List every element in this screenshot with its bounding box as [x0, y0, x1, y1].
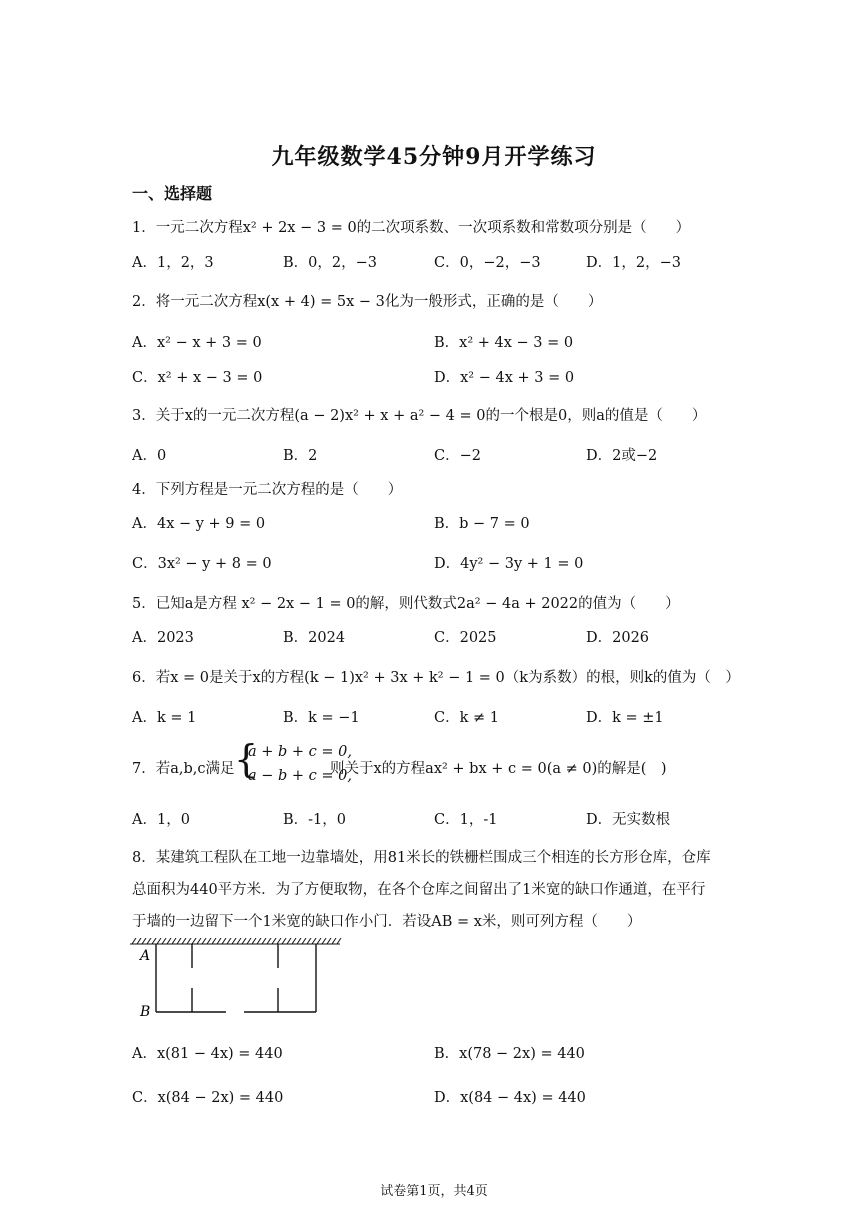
label-b: B	[140, 1004, 151, 1020]
hatch-mark	[207, 938, 211, 944]
hatch-mark	[312, 938, 316, 944]
q8-option-b: B．x(78 − 2x) = 440	[434, 1046, 585, 1062]
hatch-mark	[307, 938, 311, 944]
q4-option-c: C．3x² − y + 8 = 0	[132, 556, 272, 572]
hatch-mark	[317, 938, 321, 944]
q5-option-a: A．2023	[132, 630, 194, 646]
hatch-mark	[182, 938, 186, 944]
fence	[156, 944, 316, 1012]
hatch-mark	[217, 938, 221, 944]
q5-option-d: D．2026	[586, 630, 650, 646]
page-footer: 试卷第1页，共4页	[380, 1184, 488, 1199]
hatch-mark	[162, 938, 166, 944]
hatch-mark	[202, 938, 206, 944]
q7-option-c: C．1，-1	[434, 812, 498, 828]
system-brace: {	[234, 737, 259, 781]
hatch-mark	[227, 938, 231, 944]
q7-option-a: A．1，0	[132, 812, 190, 828]
question-5-stem: 5．已知a是方程 x² − 2x − 1 = 0的解，则代数式2a² − 4a + 2022的值为（ ）	[132, 596, 680, 612]
q7-option-b: B．-1，0	[283, 812, 347, 828]
question-7-stem-suffix: 则关于x的方程ax² + bx + c = 0(a ≠ 0)的解是( )	[330, 761, 667, 777]
q1-option-a: A．1，2，3	[132, 255, 214, 271]
hatch-mark	[332, 938, 336, 944]
q3-option-b: B．2	[283, 448, 318, 464]
q1-option-b: B．0，2，−3	[283, 255, 377, 271]
question-2-stem: 2．将一元二次方程x(x + 4) = 5x − 3化为一般形式，正确的是（ ）	[132, 294, 603, 310]
hatch-mark	[272, 938, 276, 944]
hatch-mark	[142, 938, 146, 944]
q6-option-b: B．k = −1	[283, 710, 360, 726]
q8-option-d: D．x(84 − 4x) = 440	[434, 1090, 586, 1106]
hatch-mark	[252, 938, 256, 944]
hatch-mark	[247, 938, 251, 944]
question-3-stem: 3．关于x的一元二次方程(a − 2)x² + x + a² − 4 = 0的一个根是0，则a的值是（ ）	[132, 408, 707, 424]
question-6-stem: 6．若x = 0是关于x的方程(k − 1)x² + 3x + k² − 1 = 0（k为系数）的根，则k的值为（ ）	[132, 670, 740, 686]
hatch-mark	[337, 938, 341, 944]
q4-option-a: A．4x − y + 9 = 0	[132, 516, 266, 532]
hatch-mark	[287, 938, 291, 944]
hatch-mark	[167, 938, 171, 944]
q3-option-a: A．0	[132, 448, 167, 464]
warehouse-diagram	[130, 938, 345, 1023]
hatch-mark	[242, 938, 246, 944]
q8-option-c: C．x(84 − 2x) = 440	[132, 1090, 284, 1106]
hatch-mark	[147, 938, 151, 944]
hatch-mark	[157, 938, 161, 944]
q2-option-b: B．x² + 4x − 3 = 0	[434, 335, 574, 351]
hatch-mark	[262, 938, 266, 944]
q1-option-c: C．0，−2，−3	[434, 255, 541, 271]
hatch-mark	[222, 938, 226, 944]
hatch-mark	[177, 938, 181, 944]
q4-option-d: D．4y² − 3y + 1 = 0	[434, 556, 584, 572]
hatch-mark	[212, 938, 216, 944]
q1-option-d: D．1，2，−3	[586, 255, 681, 271]
hatch-mark	[257, 938, 261, 944]
hatch-mark	[267, 938, 271, 944]
label-a: A	[140, 948, 151, 964]
system-equation-1: a + b + c = 0,	[248, 744, 352, 760]
hatch-mark	[137, 938, 141, 944]
question-8-line-3: 于墙的一边留下一个1米宽的缺口作小门．若设AB = x米，则可列方程（ ）	[132, 914, 642, 930]
question-8-line-1: 8．某建筑工程队在工地一边靠墙处，用81米长的铁栅栏围成三个相连的长方形仓库，仓库	[132, 850, 711, 866]
q7-option-d: D．无实数根	[586, 812, 671, 828]
question-7-stem-prefix: 7．若a,b,c满足	[132, 761, 235, 777]
hatch-mark	[152, 938, 156, 944]
hatch-mark	[132, 938, 136, 944]
wall-hatching	[132, 938, 341, 944]
q3-option-c: C．−2	[434, 448, 481, 464]
hatch-mark	[327, 938, 331, 944]
q2-option-a: A．x² − x + 3 = 0	[132, 335, 262, 351]
page-title: 九年级数学45分钟9月开学练习	[271, 144, 597, 170]
q4-option-b: B．b − 7 = 0	[434, 516, 530, 532]
q5-option-c: C．2025	[434, 630, 497, 646]
q6-option-a: A．k = 1	[132, 710, 197, 726]
hatch-mark	[302, 938, 306, 944]
system-equation-2: a − b + c = 0,	[248, 768, 352, 784]
hatch-mark	[292, 938, 296, 944]
q2-option-d: D．x² − 4x + 3 = 0	[434, 370, 575, 386]
q2-option-c: C．x² + x − 3 = 0	[132, 370, 263, 386]
hatch-mark	[277, 938, 281, 944]
question-1-stem: 1．一元二次方程x² + 2x − 3 = 0的二次项系数、一次项系数和常数项分别是（ ）	[132, 220, 691, 236]
hatch-mark	[297, 938, 301, 944]
q3-option-d: D．2或−2	[586, 448, 658, 464]
q5-option-b: B．2024	[283, 630, 346, 646]
section-heading: 一、选择题	[132, 184, 213, 203]
hatch-mark	[237, 938, 241, 944]
hatch-mark	[282, 938, 286, 944]
q6-option-d: D．k = ±1	[586, 710, 664, 726]
hatch-mark	[232, 938, 236, 944]
q6-option-c: C．k ≠ 1	[434, 710, 499, 726]
question-4-stem: 4．下列方程是一元二次方程的是（ ）	[132, 482, 403, 498]
hatch-mark	[192, 938, 196, 944]
question-8-line-2: 总面积为440平方米．为了方便取物，在各个仓库之间留出了1米宽的缺口作通道，在平行	[132, 882, 706, 898]
hatch-mark	[197, 938, 201, 944]
q8-option-a: A．x(81 − 4x) = 440	[132, 1046, 283, 1062]
hatch-mark	[322, 938, 326, 944]
hatch-mark	[187, 938, 191, 944]
hatch-mark	[172, 938, 176, 944]
